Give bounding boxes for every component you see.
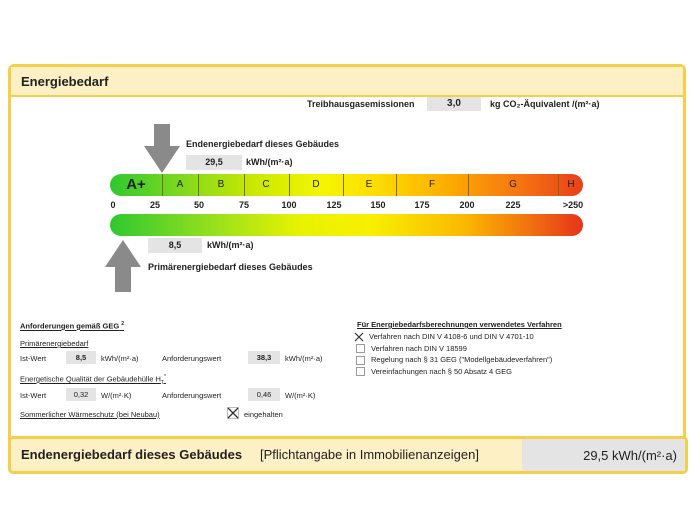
tick-label: 75: [238, 200, 250, 210]
checkbox-unchecked-icon[interactable]: [356, 367, 365, 376]
requirements-title: [20, 321, 124, 331]
class-label-h: H: [567, 179, 575, 190]
method-label: Vereinfachungen nach § 50 Absatz 4 GEG: [371, 366, 512, 376]
envelope-ist-value: 0,32: [66, 388, 96, 401]
summer-protection-status: eingehalten: [244, 410, 283, 419]
emissions-label: Treibhausgasemissionen: [307, 99, 415, 109]
checkbox-unchecked-icon[interactable]: [356, 356, 365, 365]
footer-summary: [8, 436, 688, 474]
envelope-title-text: Energetische Qualität der Gebäudehülle H: [20, 374, 161, 384]
method-item[interactable]: [354, 331, 552, 343]
method-item[interactable]: [354, 354, 552, 366]
envelope-ist-label: Ist-Wert: [20, 391, 47, 400]
envelope-ist-unit: W/(m²·K): [101, 391, 132, 400]
footer-label: Endenergiebedarf dieses Gebäudes: [21, 447, 243, 462]
end-energy-arrow-icon: [143, 124, 181, 174]
primary-req-value: 38,3: [248, 351, 280, 364]
primary-ist-value: 8,5: [66, 351, 96, 364]
summer-protection-label: Sommerlicher Wärmeschutz (bei Neubau): [20, 410, 160, 419]
methods-list: [354, 331, 552, 377]
primary-energy-scale: [110, 214, 583, 236]
method-item[interactable]: [354, 366, 552, 378]
primary-energy-arrow-icon: [104, 240, 142, 292]
class-label-b: B: [217, 179, 225, 190]
envelope-title-sup: *: [163, 374, 166, 380]
primary-req-unit: kWh/(m²·a): [285, 354, 323, 363]
class-label-aplus: A+: [126, 176, 146, 193]
class-label-d: D: [312, 179, 320, 190]
class-label-g: G: [509, 179, 517, 190]
checkbox-checked-icon[interactable]: [227, 407, 239, 419]
footnote-marker: 2: [121, 321, 125, 327]
emissions-unit: kg CO₂-Äquivalent /(m²·a): [490, 99, 600, 109]
tick-label: 175: [414, 200, 430, 210]
end-energy-label: Endenergiebedarf dieses Gebäudes: [186, 139, 340, 149]
primary-ist-unit: kWh/(m²·a): [101, 354, 139, 363]
methods-title: Für Energiebedarfsberechnungen verwendetes Verfahren: [357, 320, 562, 329]
footer-value-cell: [522, 439, 685, 471]
end-energy-value: 29,5: [186, 155, 242, 170]
checkbox-checked-icon[interactable]: [354, 332, 364, 342]
primary-ist-label: Ist-Wert: [20, 354, 47, 363]
tick-label: 100: [281, 200, 297, 210]
footer-note: [Pflichtangabe in Immobilienanzeigen]: [260, 447, 479, 462]
envelope-req-label: Anforderungswert: [162, 391, 222, 400]
tick-label: 225: [505, 200, 521, 210]
energy-class-scale: [110, 174, 583, 196]
checkbox-unchecked-icon[interactable]: [356, 344, 365, 353]
tick-label: 50: [193, 200, 205, 210]
section-header: [11, 67, 683, 97]
end-energy-unit: kWh/(m²·a): [246, 157, 293, 167]
primary-energy-value: 8,5: [148, 238, 202, 253]
method-label: Verfahren nach DIN V 4108-6 und DIN V 4701-10: [369, 332, 534, 341]
class-label-a: A: [176, 179, 184, 190]
envelope-title-sub: T: [160, 380, 164, 386]
class-label-e: E: [365, 179, 373, 190]
envelope-req-unit: W/(m²·K): [285, 391, 316, 400]
method-item[interactable]: [354, 343, 552, 355]
requirements-title-text: Anforderungen gemäß GEG: [20, 321, 120, 331]
primary-energy-label: Primärenergiebedarf dieses Gebäudes: [148, 262, 313, 272]
emissions-value: 3,0: [427, 97, 481, 111]
primary-req-label: Anforderungswert: [162, 354, 222, 363]
tick-label: 25: [149, 200, 161, 210]
tick-label: 150: [370, 200, 386, 210]
class-label-f: F: [428, 179, 436, 190]
tick-label: >250: [562, 200, 584, 210]
section-title: Energiebedarf: [21, 74, 109, 89]
tick-label: 0: [110, 200, 116, 210]
class-label-c: C: [262, 179, 270, 190]
footer-value: 29,5 kWh/(m²·a): [583, 448, 677, 463]
tick-label: 200: [459, 200, 475, 210]
primary-requirements-title: Primärenergiebedarf: [20, 339, 89, 348]
method-label: Regelung nach § 31 GEG ("Modellgebäudeverfahren"): [371, 355, 553, 364]
envelope-title: [20, 374, 166, 386]
method-label: Verfahren nach DIN V 18599: [371, 343, 467, 353]
tick-label: 125: [326, 200, 342, 210]
primary-energy-unit: kWh/(m²·a): [207, 240, 254, 250]
envelope-req-value: 0,46: [248, 388, 280, 401]
